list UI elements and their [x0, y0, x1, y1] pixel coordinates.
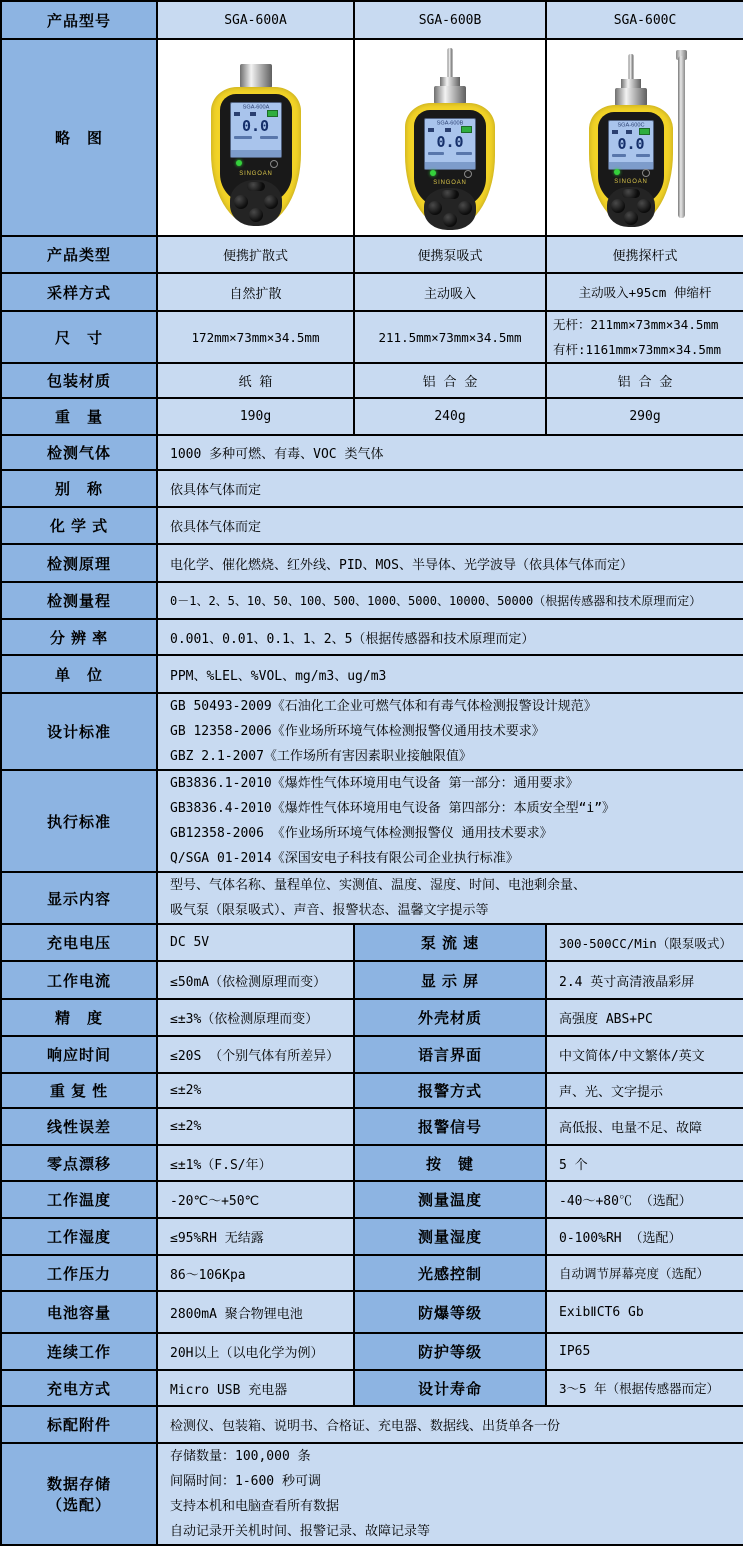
cell-value: 铝 合 金: [546, 363, 743, 398]
cell-value: [157, 693, 743, 770]
row-label: 检测量程: [1, 582, 157, 619]
row-label: 标配附件: [1, 1406, 157, 1443]
screen-detail-bar: [260, 136, 278, 139]
status-led: [614, 169, 620, 175]
row-label: 线性误差: [1, 1108, 157, 1145]
row-label: 工作湿度: [1, 1218, 157, 1255]
row-label: 光感控制: [354, 1255, 546, 1291]
device-screen: [424, 118, 476, 170]
row-label: 采样方式: [1, 273, 157, 311]
screen-statusbar: [609, 162, 653, 169]
row-linearity-error: [1, 1108, 743, 1145]
row-sampling: [1, 273, 743, 311]
row-label: 精 度: [1, 999, 157, 1036]
standard-line: Q/SGA 01-2014《深国安电子科技有限公司企业执行标准》: [170, 851, 519, 866]
row-label: 化 学 式: [1, 507, 157, 544]
status-led: [430, 170, 436, 176]
storage-line: 自动记录开关机时间、报警记录、故障记录等: [170, 1524, 431, 1539]
cell-value: 2.4 英寸高清液晶彩屏: [546, 961, 743, 999]
cell-value: 主动吸入: [354, 273, 546, 311]
device-image-sga-600c: [571, 48, 691, 228]
device-screen: [230, 102, 282, 158]
display-line: 吸气泵（限泵吸式）、声音、报警状态、温馨文字提示等: [170, 903, 489, 918]
cell-value: 自动调节屏幕亮度（选配）: [546, 1255, 743, 1291]
cell-value: 声、光、文字提示: [546, 1073, 743, 1108]
sensor-cap: [434, 86, 466, 104]
storage-line: 存储数量：100,000 条: [170, 1449, 311, 1464]
pump-probe: [629, 54, 634, 80]
power-button-icon: [642, 169, 650, 177]
standard-line: GB12358-2006 《作业场所环境气体检测报警仪 通用技术要求》: [170, 826, 553, 841]
device-image-sga-600a: [196, 48, 316, 228]
cell-value: 290g: [546, 398, 743, 435]
row-label: 显 示 屏: [354, 961, 546, 999]
row-label: 显示内容: [1, 872, 157, 924]
cell-value: 纸 箱: [157, 363, 354, 398]
cell-value: ≤95%RH 无结露: [157, 1218, 354, 1255]
cell-value: -20℃～+50℃: [157, 1181, 354, 1218]
cell-value: [546, 311, 743, 363]
screen-title: SGA-600B: [436, 120, 464, 126]
brand-text: SINGOAN: [238, 170, 273, 177]
screen-reading: 0.0: [241, 116, 270, 135]
row-label: [1, 1443, 157, 1545]
enter-button: [249, 208, 263, 222]
device-panel: [220, 94, 292, 204]
standard-line: GB 12358-2006《作业场所环境气体检测报警仪通用技术要求》: [170, 724, 545, 739]
right-button: [264, 195, 278, 209]
model-c: SGA-600C: [546, 1, 743, 39]
fan-icon: [445, 128, 451, 132]
row-response-time: [1, 1036, 743, 1073]
dimension-line: 有杆:1161mm×73mm×34.5mm: [553, 342, 721, 357]
left-button: [428, 201, 442, 215]
cell-value: ≤±2%: [157, 1073, 354, 1108]
pump-probe: [448, 48, 453, 78]
display-line: 型号、气体名称、量程单位、实测值、温度、湿度、时间、电池剩余量、: [170, 878, 587, 893]
row-detection-principle: [1, 544, 743, 582]
screen-detail-bar: [612, 154, 626, 157]
row-label: 零点漂移: [1, 1145, 157, 1181]
row-label: 工作温度: [1, 1181, 157, 1218]
screen-statusbar: [425, 162, 475, 169]
screen-statusbar: [231, 150, 281, 157]
row-label: 响应时间: [1, 1036, 157, 1073]
row-accuracy: [1, 999, 743, 1036]
row-label: 防爆等级: [354, 1291, 546, 1333]
row-dimensions: [1, 311, 743, 363]
row-design-standards: [1, 693, 743, 770]
cell-value: 便携泵吸式: [354, 236, 546, 273]
row-label: 执行标准: [1, 770, 157, 872]
model-b: SGA-600B: [354, 1, 546, 39]
cell-value: [157, 1443, 743, 1545]
row-product-type: [1, 236, 743, 273]
cell-value: 190g: [157, 398, 354, 435]
screen-reading: 0.0: [436, 132, 464, 151]
cell-value: 5 个: [546, 1145, 743, 1181]
power-button-icon: [270, 160, 278, 168]
cell-value: 300-500CC/Min（限泵吸式）: [546, 924, 743, 961]
model-a: SGA-600A: [157, 1, 354, 39]
storage-line: 支持本机和电脑查看所有数据: [170, 1499, 340, 1514]
header-label: 产品型号: [1, 1, 157, 39]
device-screen: [608, 120, 654, 170]
power-button-icon: [464, 170, 472, 178]
cell-value: 高低报、电量不足、故障: [546, 1108, 743, 1145]
row-working-pressure: [1, 1255, 743, 1291]
row-charging-method: [1, 1370, 743, 1406]
row-resolution: [1, 619, 743, 655]
brand-text: SINGOAN: [433, 179, 467, 186]
menu-button: [441, 190, 459, 199]
cell-value: 172mm×73mm×34.5mm: [157, 311, 354, 363]
menu-button: [247, 182, 265, 191]
keypad: [424, 188, 476, 230]
screen-reading: 0.0: [617, 134, 645, 153]
right-button: [637, 199, 651, 213]
row-working-current: [1, 961, 743, 999]
device-body: [589, 105, 673, 225]
row-execution-standards: [1, 770, 743, 872]
row-label: 检测原理: [1, 544, 157, 582]
cell-value: 便携探杆式: [546, 236, 743, 273]
speaker-icon: [428, 128, 434, 132]
cell-value: 2800mA 聚合物锂电池: [157, 1291, 354, 1333]
row-label: 泵 流 速: [354, 924, 546, 961]
cell-value: 20H以上（以电化学为例）: [157, 1333, 354, 1370]
cell-value: 1000 多种可燃、有毒、VOC 类气体: [157, 435, 743, 470]
row-label: 单 位: [1, 655, 157, 693]
row-label: 工作压力: [1, 1255, 157, 1291]
sensor-cap: [240, 64, 272, 88]
enter-button: [624, 211, 638, 225]
device-image-sga-600b: [390, 48, 510, 228]
row-weight: [1, 398, 743, 435]
row-continuous-operation: [1, 1333, 743, 1370]
screen-title: SGA-600C: [617, 122, 645, 128]
keypad: [607, 187, 655, 227]
cell-value: -40～+80℃ （选配）: [546, 1181, 743, 1218]
sketch-cell-c: [546, 39, 743, 236]
cell-value: 中文简体/中文繁体/英文: [546, 1036, 743, 1073]
row-label: 充电电压: [1, 924, 157, 961]
device-body: [211, 87, 301, 225]
speaker-icon: [612, 130, 618, 134]
telescopic-rod: [678, 56, 685, 218]
row-battery-capacity: [1, 1291, 743, 1333]
cell-value: 240g: [354, 398, 546, 435]
cell-value: 0－1、2、5、10、50、100、500、1000、5000、10000、50000（根据传感器和技术原理而定）: [157, 582, 743, 619]
cell-value: 依具体气体而定: [157, 470, 743, 507]
fan-icon: [626, 130, 632, 134]
row-label-line: （选配）: [46, 1497, 111, 1514]
standard-line: GB3836.4-2010《爆炸性气体环境用电气设备 第四部分：本质安全型“i”》: [170, 801, 616, 816]
sketch-cell-b: [354, 39, 546, 236]
fan-icon: [250, 112, 256, 116]
speaker-icon: [234, 112, 240, 116]
row-label-line: 数据存储: [46, 1476, 111, 1493]
row-standard-accessories: [1, 1406, 743, 1443]
row-label: 测量湿度: [354, 1218, 546, 1255]
row-label: 外壳材质: [354, 999, 546, 1036]
sketch-row: [1, 39, 743, 236]
row-label: 连续工作: [1, 1333, 157, 1370]
cell-value: Micro USB 充电器: [157, 1370, 354, 1406]
standard-line: GBZ 2.1-2007《工作场所有害因素职业接触限值》: [170, 749, 472, 764]
cell-value: DC 5V: [157, 924, 354, 961]
row-label: 工作电流: [1, 961, 157, 999]
cell-value: PPM、%LEL、%VOL、mg/m3、ug/m3: [157, 655, 743, 693]
cell-value: 高强度 ABS+PC: [546, 999, 743, 1036]
cell-value: ≤±2%: [157, 1108, 354, 1145]
row-label: 电池容量: [1, 1291, 157, 1333]
cell-value: ≤20S （个别气体有所差异）: [157, 1036, 354, 1073]
standard-line: GB 50493-2009《石油化工企业可燃气体和有毒气体检测报警设计规范》: [170, 699, 597, 714]
cell-value: ≤±1%（F.S/年）: [157, 1145, 354, 1181]
header-row: [1, 1, 743, 39]
row-working-humidity: [1, 1218, 743, 1255]
status-led: [236, 160, 242, 166]
brand-text: SINGOAN: [614, 178, 648, 185]
sketch-label: 略 图: [1, 39, 157, 236]
row-label: 测量温度: [354, 1181, 546, 1218]
row-label: 包装材质: [1, 363, 157, 398]
cell-value: 检测仪、包装箱、说明书、合格证、充电器、数据线、出货单各一份: [157, 1406, 743, 1443]
row-working-temperature: [1, 1181, 743, 1218]
sketch-cell-a: [157, 39, 354, 236]
row-display-content: [1, 872, 743, 924]
row-label: 充电方式: [1, 1370, 157, 1406]
row-label: 检测气体: [1, 435, 157, 470]
cell-value: 0.001、0.01、0.1、1、2、5（根据传感器和技术原理而定）: [157, 619, 743, 655]
screen-detail-bar: [456, 152, 472, 155]
cell-value: ≤50mA（依检测原理而变）: [157, 961, 354, 999]
row-label: 产品类型: [1, 236, 157, 273]
cell-value: 0-100%RH （选配）: [546, 1218, 743, 1255]
cell-value: ExibⅡCT6 Gb: [546, 1291, 743, 1333]
cell-value: 3～5 年（根据传感器而定）: [546, 1370, 743, 1406]
row-label: 报警信号: [354, 1108, 546, 1145]
cell-value: 便携扩散式: [157, 236, 354, 273]
row-label: 尺 寸: [1, 311, 157, 363]
cell-value: 86～106Kpa: [157, 1255, 354, 1291]
cell-value: 自然扩散: [157, 273, 354, 311]
cell-value: ≤±3%（依检测原理而变）: [157, 999, 354, 1036]
standard-line: GB3836.1-2010《爆炸性气体环境用电气设备 第一部分：通用要求》: [170, 776, 579, 791]
row-detection-range: [1, 582, 743, 619]
dimension-line: 无杆：211mm×73mm×34.5mm: [553, 317, 719, 332]
row-data-storage: [1, 1443, 743, 1545]
screen-detail-bar: [636, 154, 650, 157]
screen-detail-bar: [234, 136, 252, 139]
enter-button: [443, 213, 457, 227]
cell-value: 主动吸入+95cm 伸缩杆: [546, 273, 743, 311]
row-label: 语言界面: [354, 1036, 546, 1073]
row-units: [1, 655, 743, 693]
row-label: 设计标准: [1, 693, 157, 770]
row-alias: [1, 470, 743, 507]
cell-value: [157, 770, 743, 872]
cell-value: [157, 872, 743, 924]
row-packaging: [1, 363, 743, 398]
row-chemical-formula: [1, 507, 743, 544]
row-zero-drift: [1, 1145, 743, 1181]
device-body: [405, 103, 495, 227]
cell-value: 依具体气体而定: [157, 507, 743, 544]
row-label: 重 量: [1, 398, 157, 435]
screen-detail-bar: [428, 152, 444, 155]
row-repeatability: [1, 1073, 743, 1108]
row-label: 设计寿命: [354, 1370, 546, 1406]
row-label: 按 键: [354, 1145, 546, 1181]
menu-button: [622, 189, 640, 198]
row-label: 分 辨 率: [1, 619, 157, 655]
left-button: [611, 199, 625, 213]
device-panel: [598, 112, 664, 206]
row-label: 报警方式: [354, 1073, 546, 1108]
cell-value: 铝 合 金: [354, 363, 546, 398]
row-detected-gas: [1, 435, 743, 470]
storage-line: 间隔时间：1-600 秒可调: [170, 1474, 321, 1489]
row-label: 重 复 性: [1, 1073, 157, 1108]
left-button: [234, 195, 248, 209]
cell-value: 电化学、催化燃烧、红外线、PID、MOS、半导体、光学波导（依具体气体而定）: [157, 544, 743, 582]
device-panel: [414, 110, 486, 208]
row-charge-voltage: [1, 924, 743, 961]
cell-value: IP65: [546, 1333, 743, 1370]
screen-title: SGA-600A: [242, 104, 269, 110]
cell-value: 211.5mm×73mm×34.5mm: [354, 311, 546, 363]
row-label: 防护等级: [354, 1333, 546, 1370]
right-button: [458, 201, 472, 215]
sensor-cap: [615, 88, 647, 106]
keypad: [230, 180, 282, 226]
row-label: 别 称: [1, 470, 157, 507]
